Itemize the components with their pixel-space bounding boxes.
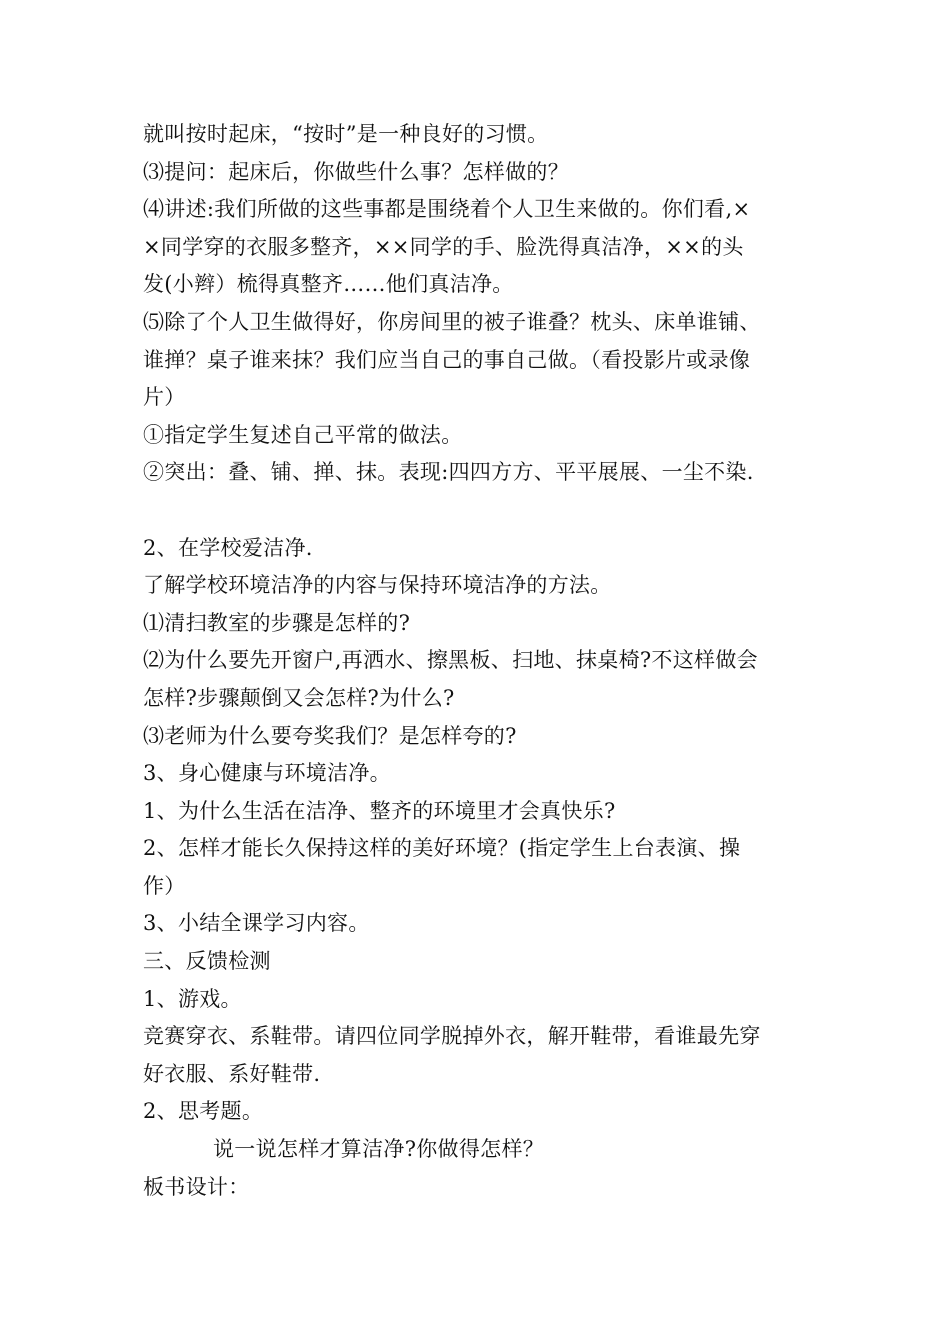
text-line: ⑸除了个人卫生做得好，你房间里的被子谁叠？枕头、床单谁铺、 (143, 309, 761, 334)
text-line: 好衣服、系好鞋带. (143, 1061, 321, 1086)
text-line: 2、思考题。 (143, 1099, 264, 1124)
text-line: 作） (143, 873, 186, 898)
text-line: ⑷讲述:我们所做的这些事都是围绕着个人卫生来做的。你们看,× (143, 197, 751, 222)
text-line: ⑶提问：起床后，你做些什么事？怎样做的？ (143, 159, 569, 184)
text-line: ⑴清扫教室的步骤是怎样的? (143, 610, 411, 635)
text-line: 3、小结全课学习内容。 (143, 911, 370, 936)
text-line: 怎样?步骤颠倒又会怎样?为什么? (143, 685, 455, 710)
document-page (143, 116, 803, 1206)
text-line: 谁掸？桌子谁来抹？我们应当自己的事自己做。（看投影片或录像 (143, 347, 751, 372)
text-line: 2、怎样才能长久保持这样的美好环境？(指定学生上台表演、操 (143, 836, 741, 861)
section-heading: 三、反馈检测 (143, 949, 271, 974)
text-line: ①指定学生复述自己平常的做法。 (143, 422, 463, 447)
text-line: 板书设计： (143, 1174, 250, 1199)
text-line: 片） (143, 385, 186, 410)
text-line: ×同学穿的衣服多整齐，××同学的手、脸洗得真洁净，××的头 (143, 234, 744, 259)
text-line: 就叫按时起床，“按时”是一种良好的习惯。 (143, 122, 549, 146)
blank-line (143, 492, 803, 530)
text-line: 1、游戏。 (143, 986, 242, 1011)
text-line: ⑵为什么要先开窗户,再洒水、擦黑板、扫地、抹桌椅?不这样做会 (143, 648, 758, 673)
text-line: 了解学校环境洁净的内容与保持环境洁净的方法。 (143, 573, 612, 598)
indented-question: 说一说怎样才算洁净?你做得怎样？ (213, 1137, 545, 1162)
section-heading: 3、身心健康与环境洁净。 (143, 761, 391, 786)
text-line: 发(小辫）梳得真整齐……他们真洁净。 (143, 272, 514, 297)
section-heading: 2、在学校爱洁净. (143, 535, 313, 560)
text-line: ⑶老师为什么要夸奖我们？是怎样夸的? (143, 723, 517, 748)
text-line: ②突出：叠、铺、掸、抹。表现:四四方方、平平展展、一尘不染. (143, 460, 754, 485)
text-line: 竞赛穿衣、系鞋带。请四位同学脱掉外衣，解开鞋带，看谁最先穿 (143, 1024, 761, 1049)
text-line: 1、为什么生活在洁净、整齐的环境里才会真快乐? (143, 798, 616, 823)
